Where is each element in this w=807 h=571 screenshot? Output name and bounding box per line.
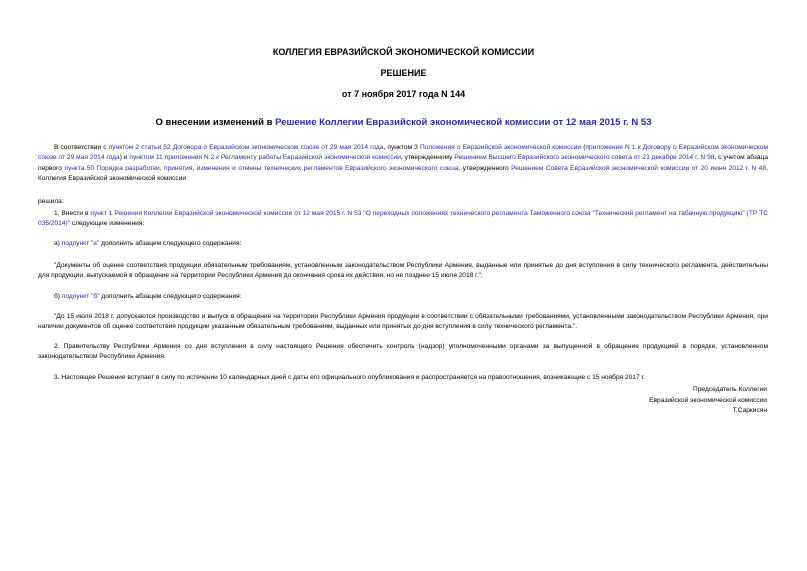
preamble-text: В соответствии с bbox=[54, 144, 109, 151]
link-decision-53-point-1[interactable]: пункт 1 Решения Коллегии Евразийской экономической комиссии от 12 мая 2015 г. N 53 "О переходных положениях технического регламента Таможенного союза "Технический регламент на табачную продукцию" (ТР ТС 035/2014)" bbox=[38, 210, 768, 228]
signature-title: Председатель Коллегии bbox=[693, 386, 767, 393]
doc-type: РЕШЕНИЕ bbox=[380, 68, 427, 78]
item-3: 3. Настоящее Решение вступает в силу по истечении 10 календарных дней с даты его официального опубликования и распространяется на правоотношения, возникающие с 15 ноября 2017 г. bbox=[54, 374, 645, 381]
signature-name: Т.Саркисян bbox=[732, 407, 767, 414]
quote-b: "До 15 июля 2018 г. допускаются производство и выпуск в обращение на территории Республики Армения продукции в соответствии с обязательными требованиями, установленными законодательством Республики Армения, при наличии документов об оценке соответствия продукции указанным обязательным требованиям, выданных или принятых до дня вступления в силу технического регламента.". bbox=[38, 313, 768, 331]
org-title: КОЛЛЕГИЯ ЕВРАЗИЙСКОЙ ЭКОНОМИЧЕСКОЙ КОМИССИИ bbox=[272, 47, 535, 57]
link-council-decision-98[interactable]: Решением Высшего Евразийского экономического совета от 23 декабря 2014 г. N 98 bbox=[454, 154, 715, 162]
item-b-text: дополнить абзацем следующего содержания: bbox=[99, 293, 242, 300]
item-2: 2. Правительству Республики Армения со дня вступления в силу настоящего Решения обеспечить контроль (надзор) уполномоченными органами за выпущенной в обращение продукцией в порядке, установленном законодательством Республики Армения. bbox=[38, 343, 768, 361]
item-b bbox=[38, 292, 768, 302]
signature-block bbox=[649, 385, 767, 417]
quote-a: "Документы об оценке соответствия продукции обязательным требованиям, установленным законодательством Республики Армения, выданные или принятые до дня вступления в силу технического регламента, действительны для продукции, выпускаемой в обращение на территории Республики Армения до окончания срока их действия, но не позднее 15 июля 2018 г."; bbox=[38, 262, 768, 280]
link-subpoint-a[interactable]: подпункт "а" bbox=[61, 240, 100, 247]
item-b-text: б) bbox=[54, 293, 62, 300]
link-council-decision-48[interactable]: Решением Совета Евразийской экономической комиссии от 20 июня 2012 г. N 48 bbox=[511, 164, 767, 172]
subject-link[interactable]: Решение Коллегии Евразийской экономической комиссии от 12 мая 2015 г. N 53 bbox=[275, 117, 652, 128]
item-1-text: 1. Внести в bbox=[54, 210, 91, 217]
link-subpoint-b[interactable]: подпункт "б" bbox=[61, 293, 100, 300]
item-a-text: дополнить абзацем следующего содержания: bbox=[99, 240, 242, 247]
signature-org: Евразийской экономической комиссии bbox=[649, 396, 767, 404]
link-annex-1[interactable]: приложение N 1 к Договору о Евразийском экономическом союзе от 29 мая 2014 года bbox=[38, 144, 769, 162]
preamble-text: , Коллегия Евразийской экономической комиссии bbox=[38, 164, 768, 182]
preamble-text: , с учетом абзаца первого bbox=[38, 154, 768, 172]
doc-date: от 7 ноября 2017 года N 144 bbox=[341, 89, 466, 99]
preamble bbox=[38, 143, 768, 184]
preamble-text: , утвержденного bbox=[458, 164, 512, 172]
subject-prefix: О внесении изменений в bbox=[155, 117, 276, 128]
doc-subject bbox=[0, 117, 807, 128]
preamble-text: , утвержденному bbox=[400, 154, 455, 162]
link-point-50[interactable]: пункта 50 Порядка разработки, принятия, изменения и отмены технических регламентов Евразийского экономического союза bbox=[64, 164, 459, 172]
link-treaty-art52[interactable]: пунктом 2 статьи 52 Договора о Евразийском экономическом союзе от 29 мая 2014 года bbox=[108, 144, 384, 151]
resolved-label: решила: bbox=[38, 198, 64, 205]
item-1 bbox=[38, 209, 768, 230]
item-a bbox=[38, 239, 768, 249]
preamble-text: ) и bbox=[119, 154, 130, 162]
link-annex-2[interactable]: пунктом 11 приложения N 2 к Регламенту работы Евразийской экономической комиссии bbox=[129, 154, 401, 162]
item-a-text: а) bbox=[54, 240, 62, 247]
preamble-text: ( bbox=[581, 144, 586, 151]
item-1-text: следующие изменения: bbox=[70, 220, 145, 228]
link-commission-regulation[interactable]: Положения о Евразийской экономической комиссии bbox=[419, 144, 582, 151]
preamble-text: , пунктом 3 bbox=[383, 144, 420, 151]
